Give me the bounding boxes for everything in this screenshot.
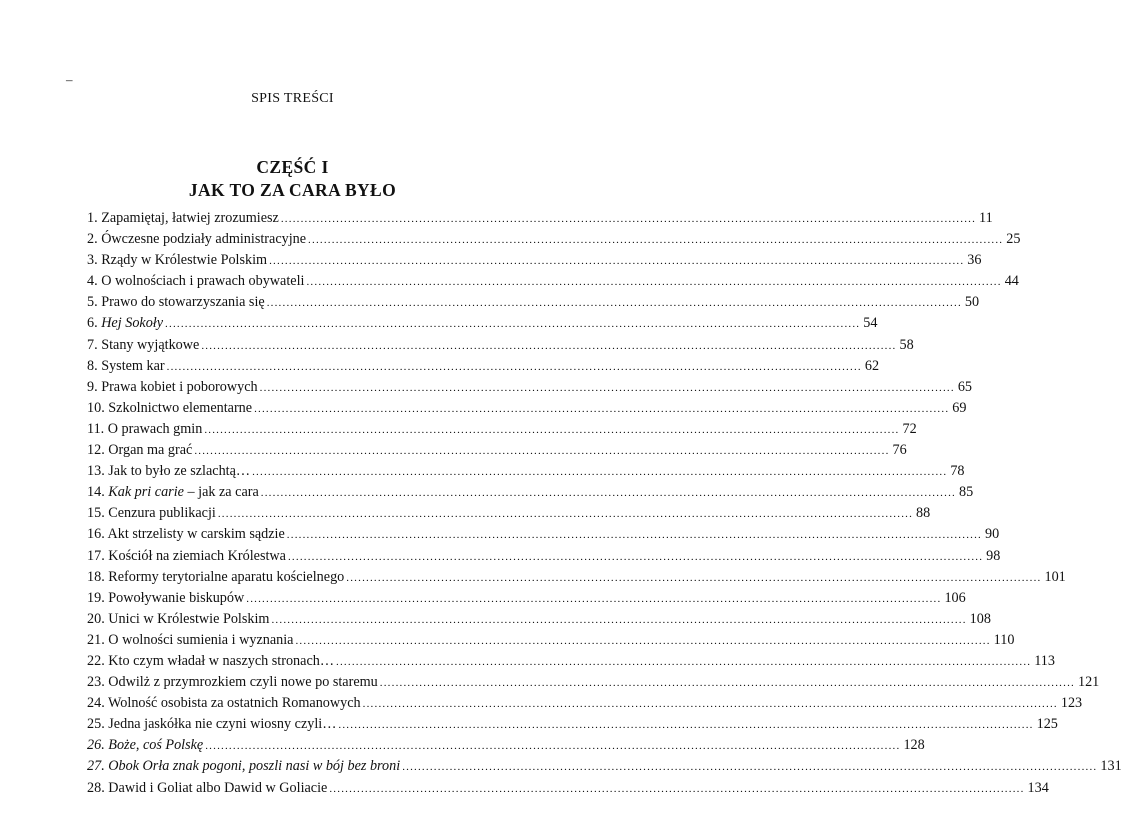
toc-entry-page-number: 131 xyxy=(1100,758,1122,775)
dot-leader xyxy=(402,761,1097,773)
dot-leader xyxy=(306,276,1001,288)
toc-entry-page-number: 106 xyxy=(944,589,966,606)
toc-entry-page-number: 134 xyxy=(1027,779,1049,796)
toc-entry-title-segment: 15. Cenzura publikacji xyxy=(87,505,216,522)
toc-entry-title xyxy=(87,421,202,438)
toc-entry-title xyxy=(87,358,165,375)
toc-entry xyxy=(87,568,1066,590)
toc-entry xyxy=(87,737,925,758)
toc-entry-title xyxy=(87,294,265,311)
toc-entry-page-number: 69 xyxy=(952,399,967,416)
toc-entry xyxy=(87,526,1000,547)
toc-entry-page-number: 108 xyxy=(969,610,991,627)
toc-entry xyxy=(87,273,1019,294)
toc-entry-page-number: 113 xyxy=(1034,652,1055,669)
toc-entry-title-segment: 21. O wolności sumienia i wyznania xyxy=(87,631,294,648)
toc-entry-title xyxy=(87,505,216,522)
toc-entry-page-number: 72 xyxy=(902,420,917,437)
dot-leader xyxy=(261,487,956,499)
toc-entry-title xyxy=(87,590,244,607)
dot-leader xyxy=(204,424,899,436)
dot-leader xyxy=(165,318,860,330)
toc-entry-title-segment: 13. Jak to było ze szlachtą… xyxy=(87,463,251,480)
toc-entry-title xyxy=(87,632,293,649)
toc-entry-title xyxy=(87,674,378,691)
toc-entry-page-number: 101 xyxy=(1044,568,1066,585)
toc-entry xyxy=(87,484,974,505)
toc-entry xyxy=(87,463,965,484)
dot-leader xyxy=(308,234,1003,246)
dot-leader xyxy=(346,572,1041,584)
toc-entry-title xyxy=(87,273,304,290)
toc-entry xyxy=(87,716,1058,737)
toc-entry xyxy=(87,610,991,632)
toc-entry-title-segment: 4. O wolnościach i prawach obywateli xyxy=(87,273,305,290)
part-number: CZĘŚĆ I xyxy=(256,157,329,177)
toc-entry xyxy=(87,315,878,336)
toc-entry-title xyxy=(87,315,163,332)
toc-entry-title xyxy=(87,653,334,670)
toc-entry xyxy=(87,547,1001,569)
dot-leader xyxy=(254,403,949,415)
toc-entry-page-number: 76 xyxy=(892,442,907,459)
toc-entry xyxy=(87,420,917,442)
toc-entry-page-number: 88 xyxy=(916,505,931,522)
toc-entry-title xyxy=(87,484,259,501)
dot-leader xyxy=(269,255,964,267)
toc-entry-page-number: 25 xyxy=(1006,231,1021,248)
toc-entry xyxy=(87,758,1122,779)
toc-entry-title xyxy=(87,716,336,733)
toc-entry-title xyxy=(87,526,285,543)
dot-leader xyxy=(295,635,990,647)
dot-leader xyxy=(281,213,976,225)
toc-entry xyxy=(87,252,982,273)
toc-entry-title xyxy=(87,337,199,354)
toc-entry-page-number: 65 xyxy=(957,378,973,395)
toc-entry-page-number: 121 xyxy=(1077,674,1100,691)
toc-entry xyxy=(87,357,880,379)
table-of-contents xyxy=(87,210,1122,801)
dot-leader xyxy=(338,719,1033,731)
toc-entry-title xyxy=(87,758,400,775)
toc-entry-title xyxy=(87,611,269,628)
dot-leader xyxy=(167,361,862,373)
toc-entry-title-segment: 28. Dawid i Goliat albo Dawid w Goliacie xyxy=(87,779,328,796)
toc-entry-title-segment: 11. O prawach gmin xyxy=(87,420,203,437)
toc-entry-page-number: 58 xyxy=(899,336,914,353)
dot-leader xyxy=(205,740,900,752)
part-title: JAK TO ZA CARA BYŁO xyxy=(188,180,397,200)
dot-leader xyxy=(336,656,1031,668)
dot-leader xyxy=(252,466,947,478)
toc-entry xyxy=(87,336,914,358)
toc-entry-page-number: 44 xyxy=(1004,273,1019,290)
dot-leader xyxy=(287,529,982,541)
toc-entry-page-number: 54 xyxy=(863,315,878,332)
toc-entry-page-number: 50 xyxy=(964,294,980,311)
dot-leader xyxy=(271,614,966,626)
toc-entry-title xyxy=(87,780,327,797)
toc-entry-title xyxy=(87,210,279,227)
toc-entry-title-segment: 27. xyxy=(87,758,109,775)
toc-entry xyxy=(87,589,966,611)
toc-entry-title xyxy=(87,379,258,396)
toc-entry-title-segment: Boże, coś Polskę xyxy=(108,737,204,754)
toc-entry-title-segment: 24. Wolność osobista za ostatnich Romanowych xyxy=(87,695,361,712)
page-title: SPIS TREŚCI xyxy=(251,91,334,106)
toc-entry-title-segment: – jak za cara xyxy=(183,484,259,501)
toc-entry-page-number: 110 xyxy=(993,631,1015,648)
toc-entry-title xyxy=(87,252,267,269)
toc-entry-title-segment: 3. Rządy w Królestwie Polskim xyxy=(87,252,268,269)
toc-entry xyxy=(87,779,1049,801)
toc-entry-title-segment: 5. Prawo do stowarzyszania się xyxy=(87,294,265,311)
toc-entry-title xyxy=(87,442,192,459)
dot-leader xyxy=(363,698,1058,710)
toc-entry xyxy=(87,442,907,463)
toc-entry-page-number: 128 xyxy=(903,737,925,754)
toc-entry-title-segment: 26. xyxy=(87,737,109,754)
toc-entry xyxy=(87,231,1021,252)
dot-leader xyxy=(194,445,889,457)
toc-entry-page-number: 85 xyxy=(958,484,974,501)
toc-entry-title-segment: Obok Orła znak pogoni, poszli nasi w bój bez broni xyxy=(108,758,401,775)
toc-entry-title-segment: 20. Unici w Królestwie Polskim xyxy=(87,610,270,627)
dot-leader xyxy=(260,382,955,394)
toc-entry xyxy=(87,210,993,231)
toc-entry xyxy=(87,631,1015,653)
toc-entry-title xyxy=(87,737,203,754)
toc-entry xyxy=(87,674,1100,695)
toc-entry xyxy=(87,294,980,315)
toc-entry-title-segment: 1. Zapamiętaj, łatwiej zrozumiesz xyxy=(87,210,279,226)
toc-entry-title-segment: 17. Kościół na ziemiach Królestwa xyxy=(87,547,286,564)
toc-entry xyxy=(87,505,931,526)
dot-leader xyxy=(218,508,913,520)
toc-entry-title-segment: 22. Kto czym władał w naszych stronach… xyxy=(87,652,335,669)
toc-entry-title-segment: 8. System kar xyxy=(87,357,165,374)
toc-entry-title-segment: 12. Organ ma grać xyxy=(87,442,193,459)
dot-leader xyxy=(288,551,983,563)
toc-entry-page-number: 123 xyxy=(1060,695,1083,712)
dot-leader xyxy=(329,783,1024,795)
toc-entry-title-segment: 25. Jedna jaskółka nie czyni wiosny czyli… xyxy=(87,716,337,733)
toc-entry-title xyxy=(87,463,250,480)
toc-entry-title-segment: 14. xyxy=(87,484,109,501)
toc-entry-title-segment: 16. Akt strzelisty w carskim sądzie xyxy=(87,526,285,543)
dot-leader xyxy=(380,677,1075,689)
toc-entry-title-segment: 2. Ówczesne podziały administracyjne xyxy=(87,231,307,248)
toc-entry-page-number: 125 xyxy=(1036,716,1058,733)
toc-entry-title xyxy=(87,548,286,565)
toc-entry-title-segment: 18. Reformy terytorialne aparatu kościelnego xyxy=(87,568,345,585)
toc-entry xyxy=(87,378,973,400)
toc-entry-page-number: 11 xyxy=(979,210,993,226)
toc-entry xyxy=(87,695,1083,716)
toc-entry-title xyxy=(87,231,306,248)
toc-entry-title xyxy=(87,695,361,712)
toc-entry-title xyxy=(87,400,252,417)
corner-mark: – xyxy=(66,72,73,87)
toc-entry-page-number: 98 xyxy=(986,547,1001,564)
toc-entry-title-segment: 23. Odwilż z przymrozkiem czyli nowe po staremu xyxy=(87,674,378,691)
toc-entry-title xyxy=(87,569,344,586)
toc-entry-page-number: 90 xyxy=(985,526,1000,543)
toc-entry xyxy=(87,652,1055,674)
toc-entry-title-segment: Kak pri carie xyxy=(108,484,184,501)
toc-entry-title-segment: Hej Sokoły xyxy=(101,315,164,332)
toc-entry-title-segment: 6. xyxy=(87,315,102,332)
toc-entry xyxy=(87,399,967,421)
toc-entry-page-number: 78 xyxy=(950,463,965,480)
toc-entry-page-number: 62 xyxy=(864,357,880,374)
toc-entry-title-segment: 19. Powoływanie biskupów xyxy=(87,589,245,606)
dot-leader xyxy=(246,593,941,605)
dot-leader xyxy=(201,340,896,352)
toc-entry-page-number: 36 xyxy=(967,252,982,269)
toc-entry-title-segment: 9. Prawa kobiet i poborowych xyxy=(87,378,258,395)
toc-entry-title-segment: 10. Szkolnictwo elementarne xyxy=(87,399,253,416)
dot-leader xyxy=(267,297,962,309)
toc-entry-title-segment: 7. Stany wyjątkowe xyxy=(87,336,200,353)
